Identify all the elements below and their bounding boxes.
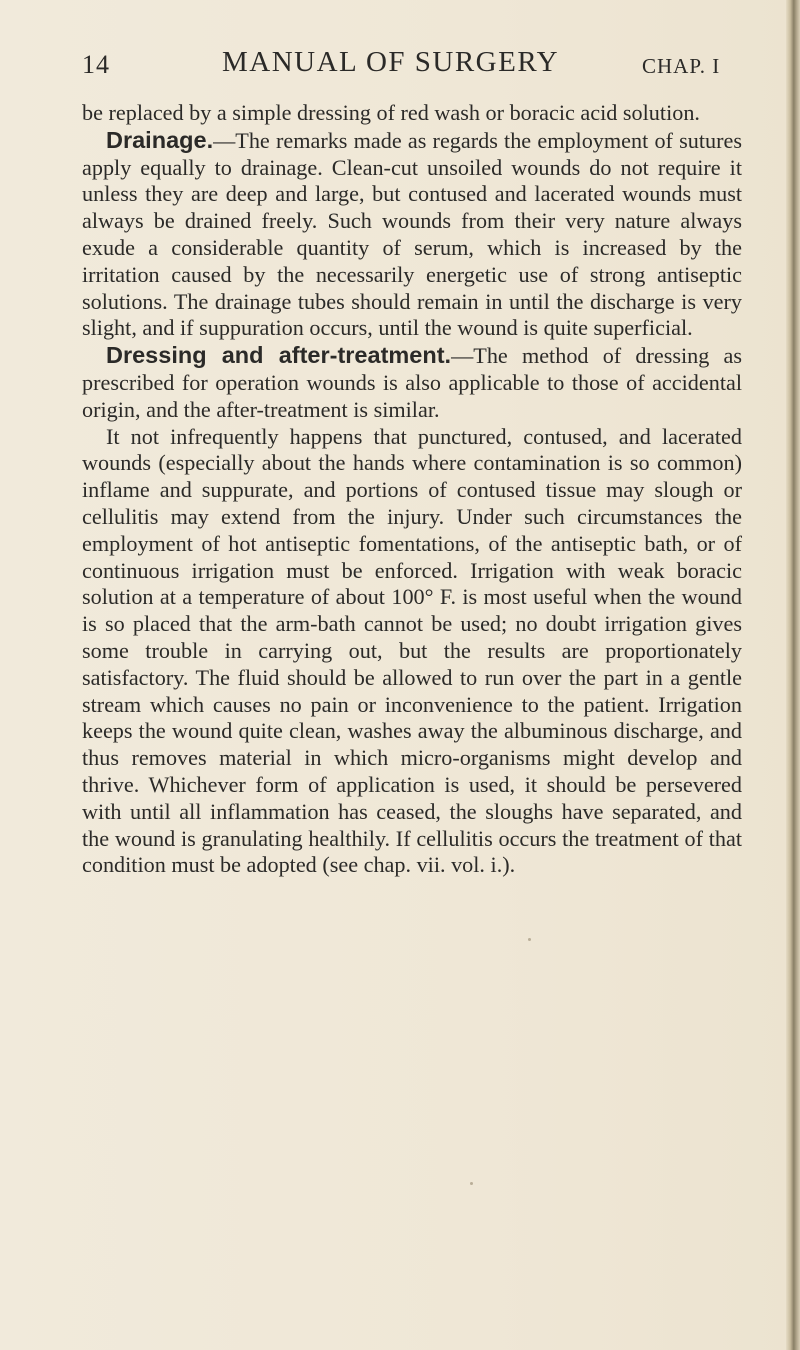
body-text — [82, 100, 742, 879]
chapter-label: CHAP. I — [642, 54, 721, 78]
running-title: MANUAL OF SURGERY — [222, 46, 560, 78]
paragraph-drainage — [82, 127, 742, 342]
paper-speck — [470, 1182, 473, 1185]
drainage-heading: Drainage. — [106, 126, 214, 153]
paragraph-continuation: be replaced by a simple dressing of red wash or boracic acid solution. — [82, 100, 700, 125]
dressing-heading: Dressing and after-treatment. — [106, 342, 452, 369]
dressing-text: —The method of dressing as prescribed for operation wounds is also applicable to those of accidental origin, and the after-treatment is similar. — [82, 343, 742, 422]
drainage-text: —The remarks made as regards the employment of sutures apply equally to drainage. Clean-cut unsoiled wounds do not require it unless they are deep and large, but contused and lacerated wounds must always be drained freely. Such wounds from their very nature always exude a considerable quantity of serum, which is increased by the irritation caused by the necessarily energetic use of strong antiseptic solutions. The drainage tubes should remain in until the discharge is very slight, and if suppuration occurs, until the wound is quite superficial. — [82, 127, 742, 341]
page-number: 14 — [82, 50, 110, 79]
paragraph-dressing — [82, 342, 742, 423]
page-edge-shadow — [786, 0, 800, 1350]
page-header — [82, 46, 772, 86]
paragraph-infection: It not infrequently happens that punctured, contused, and lacerated wounds (especially about the hands where contamination is so common) inflame and suppurate, and portions of contused tissue may slough or cellulitis may extend from the injury. Under such circumstances the employment of hot antiseptic fomentations, of the antiseptic bath, or of continuous irrigation must be enforced. Irrigation with weak boracic solution at a temperature of about 100° F. is most useful when the wound is so placed that the arm-bath cannot be used; no doubt irrigation gives some trouble in carrying out, but the results are proportionately satisfactory. The fluid should be allowed to run over the part in a gentle stream which causes no pain or inconvenience to the patient. Irrigation keeps the wound quite clean, washes away the albuminous discharge, and thus removes material in which micro-organisms might develop and thrive. Whichever form of application is used, it should be persevered with until all inflammation has ceased, the sloughs have separated, and the wound is granulating healthily. If cellulitis occurs the treatment of that condition must be adopted (see chap. vii. vol. i.). — [82, 423, 742, 878]
paper-speck — [528, 938, 531, 941]
